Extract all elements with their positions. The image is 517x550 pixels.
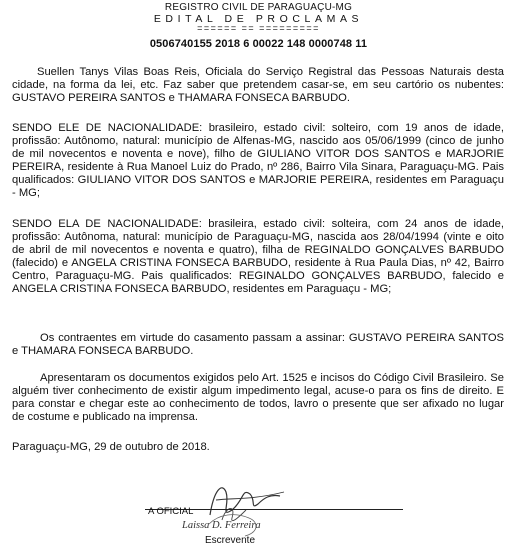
closing-paragraph: Apresentaram os documentos exigidos pelo Art. 1525 e incisos do Código Civil Brasileiro. Se alguém tiver conhecimento de existir algum impedimento legal, acuse-o para os fins de direito. E para constar e chegar este ao conhecimento de todos, lavro o presente que ser afixado no lugar de costume e publicado na imprensa. [12, 372, 504, 423]
intro-paragraph: Suellen Tanys Vilas Boas Reis, Oficiala do Serviço Registral das Pessoas Naturais desta cidade, na forma da lei, etc. Faz saber que pretendem casar-se, em seu cartório os nubentes: GUSTAVO PEREIRA SANTOS e THAMARA FONSECA BARBUDO. [12, 66, 504, 104]
signing-paragraph: Os contraentes em virtude do casamento passam a assinar: GUSTAVO PEREIRA SANTOS e THAMARA FONSECA BARBUDO. [12, 332, 504, 357]
document-date: Paraguaçu-MG, 29 de outubro de 2018. [12, 441, 210, 453]
document-number: 0506740155 2018 6 00022 148 0000748 11 [149, 38, 368, 50]
signer-name: Laissa D. Ferreira [182, 520, 261, 531]
edital-title: EDITAL DE PROCLAMAS [153, 13, 364, 25]
oficial-label: A OFICIAL [148, 506, 194, 517]
signer-title: Escrevente [205, 535, 256, 546]
registry-title: REGISTRO CIVIL DE PARAGUAÇU-MG [164, 2, 353, 13]
groom-paragraph: SENDO ELE DE NACIONALIDADE: brasileiro, estado civil: solteiro, com 19 anos de idade, profissão: Autônomo, natural: município de Alfenas-MG, nascido aos 05/06/1999 (cinco de junho de mil novecentos e noventa e nove), filho de GIULIANO VITOR DOS SANTOS e MARJORIE PEREIRA, residente à Rua Manoel Luiz do Prado, nº 286, Bairro Vila Sinara, Paraguaçu-MG. Pais qualificados: GIULIANO VITOR DOS SANTOS e MARJORIE PEREIRA, residentes em Paraguaçu - MG; [12, 122, 504, 199]
bride-paragraph: SENDO ELA DE NACIONALIDADE: brasileira, estado civil: solteira, com 24 anos de idade, profissão: Autônoma, natural: município de Paraguaçu-MG, nascida aos 28/04/1994 (vinte e oito de abril de mil novecentos e noventa e quatro), filha de REGINALDO GONÇALVES BARBUDO (falecido) e ANGELA CRISTINA FONSECA BARBUDO, residente à Rua Paula Dias, nº 42, Bairro Centro, Paraguaçu-MG. Pais qualificados: REGINALDO GONÇALVES BARBUDO, falecido e ANGELA CRISTINA FONSECA BARBUDO, residentes em Paraguaçu - MG; [12, 218, 504, 295]
header-rule: ====== == ========= [197, 23, 320, 33]
